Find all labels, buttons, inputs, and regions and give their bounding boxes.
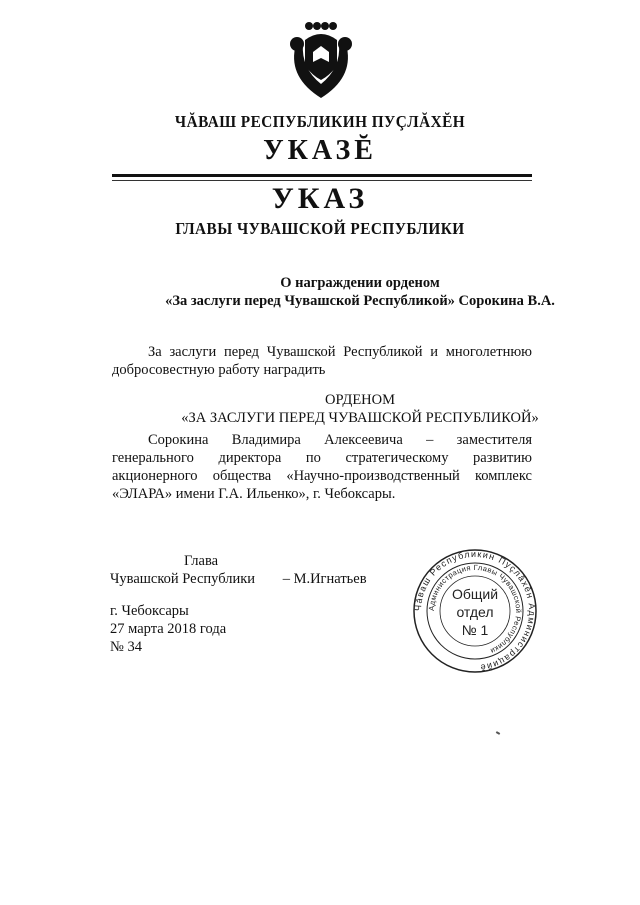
- stamp-outer-text: Чăваш Республикин Пуçлăхĕн Администрацийĕ: [412, 548, 538, 673]
- stamp-center-3: № 1: [461, 622, 489, 638]
- signature-position-1: Глава: [184, 553, 219, 569]
- stamp-center-2: отдел: [456, 604, 494, 620]
- chuvash-title: УКАЗĔ: [263, 135, 377, 166]
- signature-line: [110, 570, 367, 588]
- subject-heading: [150, 274, 570, 310]
- signatory-name: – М.Игнатьев: [282, 571, 367, 587]
- order-line-1: ОРДЕНОМ: [324, 392, 396, 408]
- stamp-inner-text: Администрация Главы Чувашской Республики: [426, 562, 524, 656]
- subject-line-1: О награждении орденом: [280, 275, 440, 291]
- header-divider-thin: [112, 180, 532, 181]
- document-number: № 34: [110, 639, 142, 655]
- subject-line-2: «За заслуги перед Чувашской Республикой» Сорокина В.А.: [165, 293, 555, 309]
- scan-speck: [496, 731, 500, 735]
- recipient-paragraph: Сорокина Владимира Алексеевича – заместителя генерального директора по стратегическому развитию акционерного общества «Научно-производственный комплекс «ЭЛАРА» имени Г.А. Ильенко», г. Чебоксары.: [112, 432, 532, 502]
- order-line-2: «ЗА ЗАСЛУГИ ПЕРЕД ЧУВАШСКОЙ РЕСПУБЛИКОЙ»: [181, 410, 539, 426]
- chuvash-header-line: ЧĂВАШ РЕСПУБЛИКИН ПУÇЛĂХĔН: [174, 112, 466, 131]
- issue-date: 27 марта 2018 года: [110, 621, 227, 637]
- document-title: УКАЗ: [271, 182, 369, 215]
- order-name: [150, 391, 570, 427]
- official-stamp: [412, 548, 538, 674]
- award-paragraph: За заслуги перед Чувашской Республикой и многолетнюю добросовестную работу наградить: [112, 344, 532, 378]
- issue-city: г. Чебоксары: [110, 603, 189, 619]
- signature-position-2: Чувашской Республики: [110, 571, 256, 587]
- header-divider-thick: [112, 174, 532, 177]
- coat-of-arms-emblem: [285, 18, 357, 100]
- issuer-line: ГЛАВЫ ЧУВАШСКОЙ РЕСПУБЛИКИ: [175, 219, 465, 238]
- stamp-center-1: Общий: [451, 586, 499, 602]
